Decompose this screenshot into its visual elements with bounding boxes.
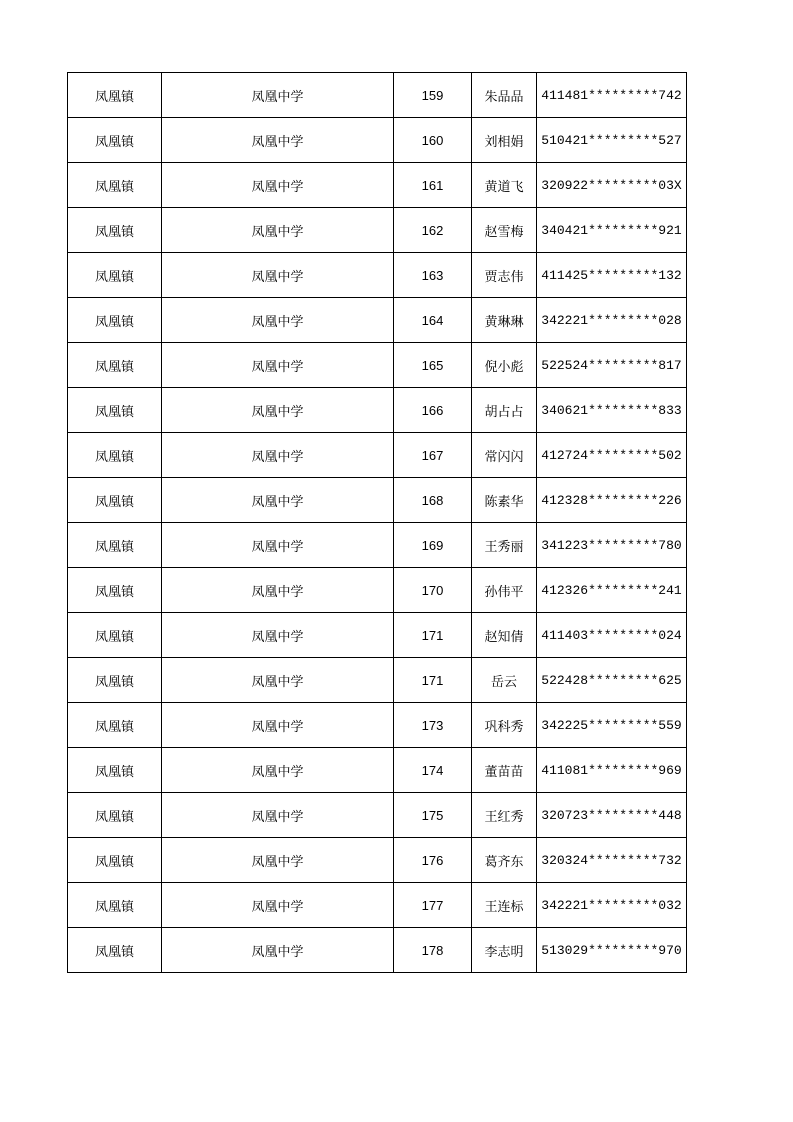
school-cell: 凤凰中学 <box>162 883 394 928</box>
id-number-cell: 342221*********032 <box>537 883 687 928</box>
school-cell: 凤凰中学 <box>162 703 394 748</box>
school-cell: 凤凰中学 <box>162 478 394 523</box>
town-cell: 凤凰镇 <box>68 883 162 928</box>
number-cell: 178 <box>394 928 472 973</box>
school-cell: 凤凰中学 <box>162 838 394 883</box>
number-cell: 159 <box>394 73 472 118</box>
school-cell: 凤凰中学 <box>162 73 394 118</box>
number-cell: 170 <box>394 568 472 613</box>
number-cell: 161 <box>394 163 472 208</box>
school-cell: 凤凰中学 <box>162 343 394 388</box>
roster-table <box>67 72 687 973</box>
town-cell: 凤凰镇 <box>68 928 162 973</box>
name-cell: 黄琳琳 <box>472 298 537 343</box>
table-row <box>68 523 687 568</box>
town-cell: 凤凰镇 <box>68 703 162 748</box>
town-cell: 凤凰镇 <box>68 658 162 703</box>
table-row <box>68 793 687 838</box>
name-cell: 孙伟平 <box>472 568 537 613</box>
table-row <box>68 613 687 658</box>
name-cell: 倪小彪 <box>472 343 537 388</box>
number-cell: 171 <box>394 613 472 658</box>
number-cell: 177 <box>394 883 472 928</box>
school-cell: 凤凰中学 <box>162 433 394 478</box>
table-row <box>68 253 687 298</box>
town-cell: 凤凰镇 <box>68 523 162 568</box>
id-number-cell: 342221*********028 <box>537 298 687 343</box>
name-cell: 李志明 <box>472 928 537 973</box>
name-cell: 赵知倩 <box>472 613 537 658</box>
name-cell: 王红秀 <box>472 793 537 838</box>
town-cell: 凤凰镇 <box>68 253 162 298</box>
table-row <box>68 658 687 703</box>
id-number-cell: 320922*********03X <box>537 163 687 208</box>
number-cell: 166 <box>394 388 472 433</box>
number-cell: 167 <box>394 433 472 478</box>
table-row <box>68 838 687 883</box>
table-row <box>68 343 687 388</box>
id-number-cell: 411081*********969 <box>537 748 687 793</box>
number-cell: 169 <box>394 523 472 568</box>
town-cell: 凤凰镇 <box>68 568 162 613</box>
table-row <box>68 703 687 748</box>
number-cell: 175 <box>394 793 472 838</box>
table-row <box>68 388 687 433</box>
number-cell: 174 <box>394 748 472 793</box>
school-cell: 凤凰中学 <box>162 118 394 163</box>
id-number-cell: 411481*********742 <box>537 73 687 118</box>
number-cell: 168 <box>394 478 472 523</box>
school-cell: 凤凰中学 <box>162 568 394 613</box>
school-cell: 凤凰中学 <box>162 748 394 793</box>
number-cell: 162 <box>394 208 472 253</box>
id-number-cell: 320324*********732 <box>537 838 687 883</box>
name-cell: 葛齐东 <box>472 838 537 883</box>
table-row <box>68 118 687 163</box>
table-row <box>68 748 687 793</box>
school-cell: 凤凰中学 <box>162 388 394 433</box>
roster-body <box>68 73 687 973</box>
number-cell: 160 <box>394 118 472 163</box>
town-cell: 凤凰镇 <box>68 208 162 253</box>
id-number-cell: 522428*********625 <box>537 658 687 703</box>
id-number-cell: 411425*********132 <box>537 253 687 298</box>
school-cell: 凤凰中学 <box>162 658 394 703</box>
town-cell: 凤凰镇 <box>68 163 162 208</box>
table-row <box>68 163 687 208</box>
id-number-cell: 412328*********226 <box>537 478 687 523</box>
number-cell: 163 <box>394 253 472 298</box>
town-cell: 凤凰镇 <box>68 838 162 883</box>
name-cell: 胡占占 <box>472 388 537 433</box>
name-cell: 巩科秀 <box>472 703 537 748</box>
table-row <box>68 568 687 613</box>
school-cell: 凤凰中学 <box>162 928 394 973</box>
name-cell: 岳云 <box>472 658 537 703</box>
id-number-cell: 341223*********780 <box>537 523 687 568</box>
number-cell: 165 <box>394 343 472 388</box>
table-row <box>68 928 687 973</box>
number-cell: 173 <box>394 703 472 748</box>
id-number-cell: 412326*********241 <box>537 568 687 613</box>
number-cell: 176 <box>394 838 472 883</box>
number-cell: 164 <box>394 298 472 343</box>
name-cell: 朱品品 <box>472 73 537 118</box>
id-number-cell: 340421*********921 <box>537 208 687 253</box>
id-number-cell: 510421*********527 <box>537 118 687 163</box>
school-cell: 凤凰中学 <box>162 163 394 208</box>
table-row <box>68 298 687 343</box>
table-row <box>68 73 687 118</box>
town-cell: 凤凰镇 <box>68 613 162 658</box>
id-number-cell: 513029*********970 <box>537 928 687 973</box>
town-cell: 凤凰镇 <box>68 388 162 433</box>
table-row <box>68 208 687 253</box>
town-cell: 凤凰镇 <box>68 343 162 388</box>
town-cell: 凤凰镇 <box>68 478 162 523</box>
town-cell: 凤凰镇 <box>68 793 162 838</box>
name-cell: 王秀丽 <box>472 523 537 568</box>
name-cell: 刘相娟 <box>472 118 537 163</box>
id-number-cell: 342225*********559 <box>537 703 687 748</box>
school-cell: 凤凰中学 <box>162 298 394 343</box>
name-cell: 赵雪梅 <box>472 208 537 253</box>
name-cell: 黄道飞 <box>472 163 537 208</box>
id-number-cell: 522524*********817 <box>537 343 687 388</box>
school-cell: 凤凰中学 <box>162 208 394 253</box>
school-cell: 凤凰中学 <box>162 523 394 568</box>
town-cell: 凤凰镇 <box>68 298 162 343</box>
school-cell: 凤凰中学 <box>162 613 394 658</box>
table-row <box>68 883 687 928</box>
school-cell: 凤凰中学 <box>162 253 394 298</box>
name-cell: 王连标 <box>472 883 537 928</box>
town-cell: 凤凰镇 <box>68 118 162 163</box>
number-cell: 171 <box>394 658 472 703</box>
table-row <box>68 478 687 523</box>
id-number-cell: 411403*********024 <box>537 613 687 658</box>
table-row <box>68 433 687 478</box>
name-cell: 陈素华 <box>472 478 537 523</box>
town-cell: 凤凰镇 <box>68 73 162 118</box>
id-number-cell: 320723*********448 <box>537 793 687 838</box>
name-cell: 董苗苗 <box>472 748 537 793</box>
name-cell: 常闪闪 <box>472 433 537 478</box>
name-cell: 贾志伟 <box>472 253 537 298</box>
id-number-cell: 340621*********833 <box>537 388 687 433</box>
school-cell: 凤凰中学 <box>162 793 394 838</box>
id-number-cell: 412724*********502 <box>537 433 687 478</box>
town-cell: 凤凰镇 <box>68 433 162 478</box>
town-cell: 凤凰镇 <box>68 748 162 793</box>
